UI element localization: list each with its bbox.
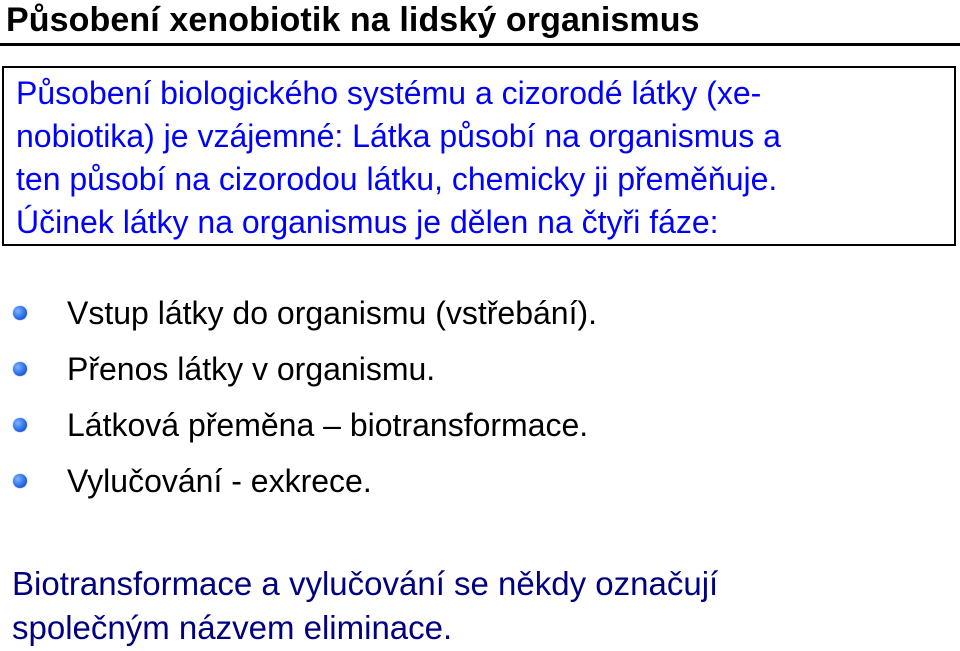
intro-line: Účinek látky na organismus je dělen na čtyři fáze:: [16, 204, 719, 240]
intro-line: ten působí na cizorodou látku, chemicky ji přeměňuje.: [16, 161, 778, 197]
bullet-dot-icon: [13, 418, 27, 432]
title-divider: [0, 43, 960, 46]
bullet-dot-icon: [13, 362, 27, 376]
conclusion-line: společným názvem eliminace.: [12, 609, 453, 646]
conclusion: [12, 562, 718, 650]
phase-text: Přenos látky v organismu.: [67, 351, 436, 387]
bullet-dot-icon: [13, 474, 27, 488]
intro-line: nobiotika) je vzájemné: Látka působí na organismus a: [16, 118, 781, 154]
intro-line: Působení biologického systému a cizorodé látky (xe-: [16, 75, 762, 111]
phase-text: Vstup látky do organismu (vstřebání).: [67, 295, 598, 331]
conclusion-line: Biotransformace a vylučování se někdy označují: [12, 565, 719, 602]
phase-text: Vylučování - exkrece.: [67, 463, 372, 499]
slide-title: Působení xenobiotik na lidský organismus: [6, 1, 700, 39]
bullet-dot-icon: [13, 306, 27, 320]
phase-text: Látková přeměna – biotransformace.: [67, 407, 589, 443]
intro-box: [2, 66, 956, 246]
